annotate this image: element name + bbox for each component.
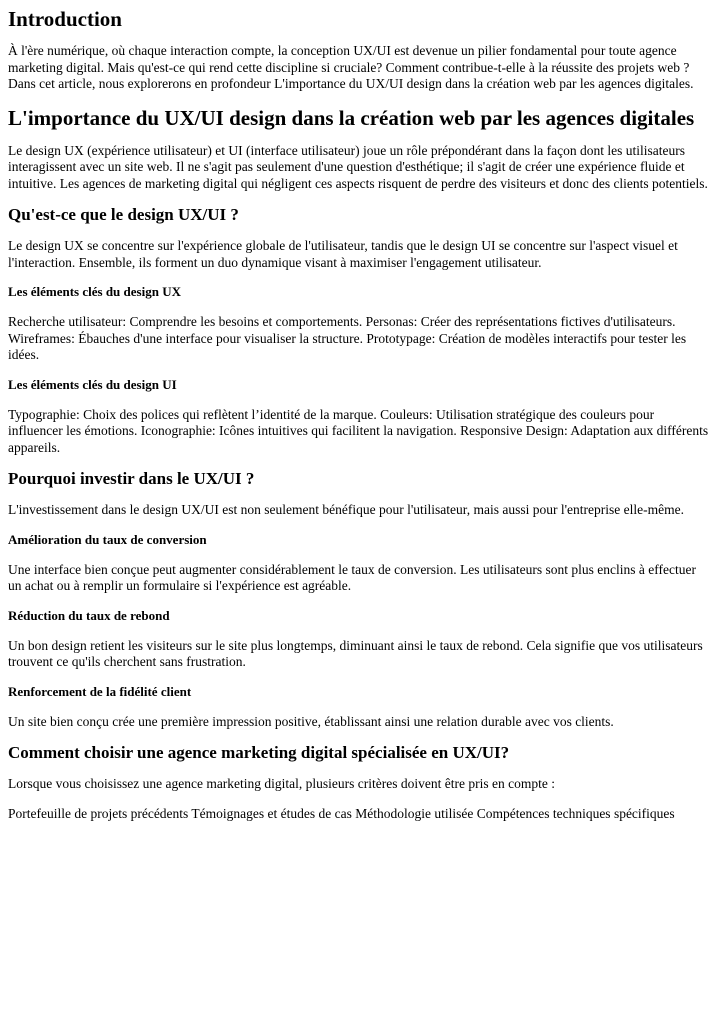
why-invest-heading: Pourquoi investir dans le UX/UI ? — [8, 469, 255, 488]
ux-elements-paragraph: Recherche utilisateur: Comprendre les besoins et comportements. Personas: Créer des représentations fictives d'utilisateurs. Wireframes: Ébauches d'une interface pour visualiser la structure. Prototypage: Création de modèles interactifs pour tester les idées. — [8, 314, 687, 362]
bounce-paragraph: Un bon design retient les visiteurs sur le site plus longtemps, diminuant ainsi le taux de rebond. Cela signifie que vos utilisateurs trouvent ce qu'ils cherchent sans frustration. — [8, 637, 703, 669]
what-is-paragraph: Le design UX se concentre sur l'expérience globale de l'utilisateur, tandis que le design UI se concentre sur l'aspect visuel et l'interaction. Ensemble, ils forment un duo dynamique visant à maximiser l'engagement utilisateur. — [8, 238, 678, 270]
why-invest-paragraph: L'investissement dans le design UX/UI est non seulement bénéfique pour l'utilisateur, mais aussi pour l'entreprise elle-même. — [8, 502, 684, 517]
what-is-heading: Qu'est-ce que le design UX/UI ? — [8, 205, 239, 224]
conversion-paragraph: Une interface bien conçue peut augmenter considérablement le taux de conversion. Les utilisateurs sont plus enclins à effectuer un achat ou à remplir un formulaire si l'expérience est agréable. — [8, 561, 696, 593]
loyalty-paragraph: Un site bien conçu crée une première impression positive, établissant ainsi une relation durable avec vos clients. — [8, 713, 614, 729]
main-heading: L'importance du UX/UI design dans la création web par les agences digitales — [8, 105, 695, 130]
ui-elements-heading: Les éléments clés du design UI — [8, 376, 177, 392]
choose-agency-heading: Comment choisir une agence marketing digital spécialisée en UX/UI? — [8, 743, 510, 762]
ux-elements-heading: Les éléments clés du design UX — [8, 284, 181, 299]
loyalty-heading: Renforcement de la fidélité client — [8, 683, 192, 699]
ui-elements-paragraph: Typographie: Choix des polices qui reflètent l’identité de la marque. Couleurs: Utilisation stratégique des couleurs pour influencer les émotions. Iconographie: Icônes intuitives qui facilitent la navigation. Responsive Design: Adaptation aux différents appareils. — [8, 406, 709, 455]
main-paragraph: Le design UX (expérience utilisateur) et UI (interface utilisateur) joue un rôle prépondérant dans la façon dont les utilisateurs interagissent avec un site web. Il ne s'agit pas seulement d'une question d'esthétique; il s'agit de créer une expérience fluide et intuitive. Les agences de marketing digital qui négligent ces aspects risquent de perdre des visiteurs et donc des clients potentiels. — [8, 142, 708, 191]
choose-agency-criteria: Portefeuille de projets précédents Témoignages et études de cas Méthodologie utilisée Compétences techniques spécifiques — [8, 805, 675, 821]
intro-heading: Introduction — [8, 7, 122, 31]
bounce-heading: Réduction du taux de rebond — [8, 607, 170, 623]
conversion-heading: Amélioration du taux de conversion — [8, 531, 207, 547]
choose-agency-paragraph: Lorsque vous choisissez une agence marketing digital, plusieurs critères doivent être pris en compte : — [8, 776, 555, 791]
intro-paragraph: À l'ère numérique, où chaque interaction compte, la conception UX/UI est devenue un pilier fondamental pour toute agence marketing digital. Mais qu'est-ce qui rend cette discipline si cruciale? Comment contribue-t-elle à la réussite des projets web ? Dans cet article, nous explorerons en profondeur L'importance du UX/UI design dans la création web par les agences digitales. — [8, 43, 694, 91]
article — [0, 7, 720, 822]
